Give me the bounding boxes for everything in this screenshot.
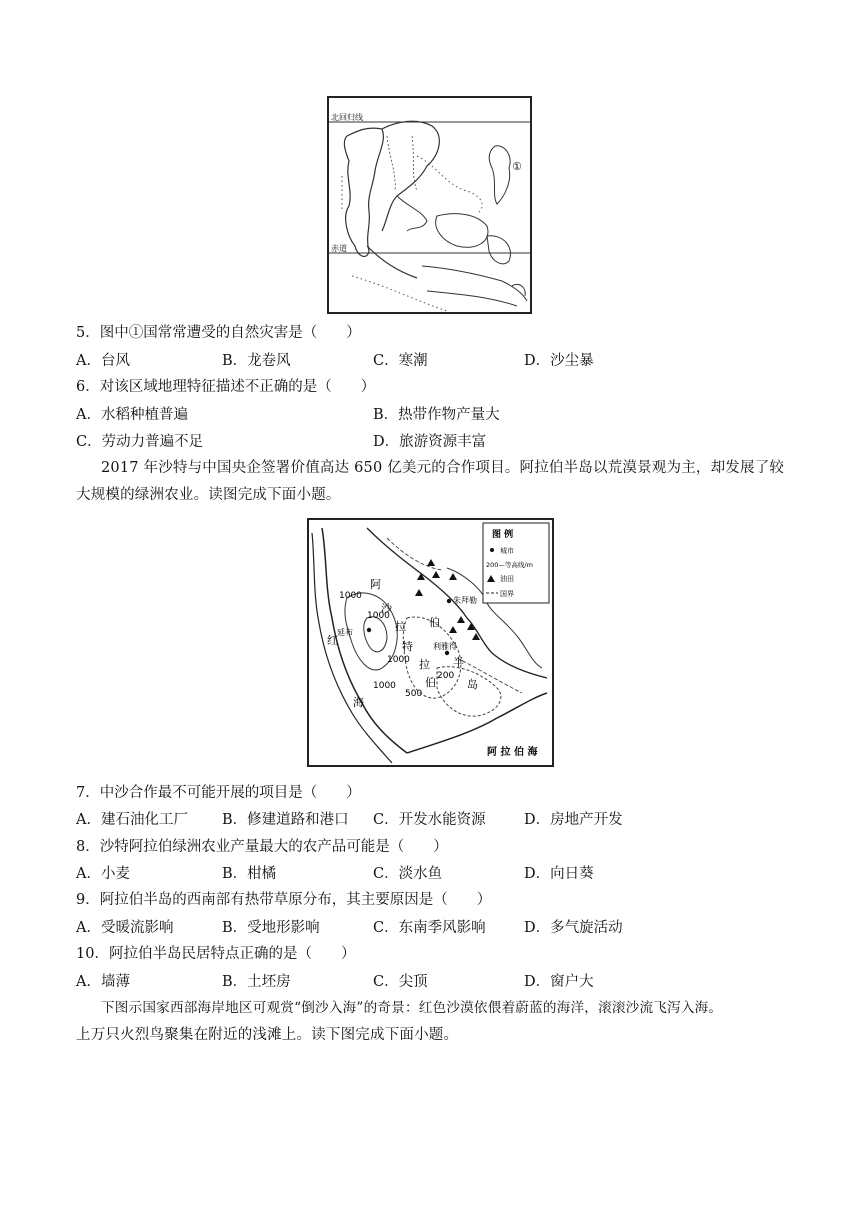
passage-1-line-2: 大规模的绿洲农业。读图完成下面小题。 xyxy=(76,487,341,503)
question-7-stem: 7．中沙合作最不可能开展的项目是（ ） xyxy=(76,785,361,801)
question-7-option-b[interactable]: B．修建道路和港口 xyxy=(222,812,349,828)
question-7-option-c[interactable]: C．开发水能资源 xyxy=(373,812,486,828)
contour-1000-a: 1000 xyxy=(339,591,362,601)
southeast-asia-map xyxy=(327,96,532,314)
label-city2: 延布 xyxy=(337,628,353,637)
label-la: 拉 xyxy=(395,620,406,633)
southeast-asia-map-svg xyxy=(327,96,532,314)
question-9-option-a[interactable]: A．受暖流影响 xyxy=(76,920,174,936)
contour-500: 500 xyxy=(405,689,423,699)
legend-city-icon xyxy=(490,548,494,552)
question-9-option-b[interactable]: B．受地形影响 xyxy=(222,920,320,936)
question-6-option-a[interactable]: A．水稻种植普遍 xyxy=(76,407,188,423)
arabian-peninsula-map-svg xyxy=(307,518,554,767)
label-dao: 岛 xyxy=(467,678,478,691)
question-8-option-d[interactable]: D．向日葵 xyxy=(524,866,594,882)
arabian-peninsula-map xyxy=(307,518,554,767)
question-8-option-b[interactable]: B．柑橘 xyxy=(222,866,277,882)
question-10-option-c[interactable]: C．尖顶 xyxy=(373,974,428,990)
question-9-option-c[interactable]: C．东南季风影响 xyxy=(373,920,486,936)
question-8-option-a[interactable]: A．小麦 xyxy=(76,866,130,882)
label-hong: 红 xyxy=(327,634,338,647)
label-bo2: 伯 xyxy=(425,676,436,689)
question-6-option-b[interactable]: B．热带作物产量大 xyxy=(373,407,500,423)
question-5-option-b[interactable]: B．龙卷风 xyxy=(222,353,291,369)
label-te: 特 xyxy=(402,640,413,653)
label-city3: 利雅得 xyxy=(433,642,457,651)
question-6-option-d[interactable]: D．旅游资源丰富 xyxy=(373,434,487,450)
country-marker: ① xyxy=(512,160,522,173)
legend-title: 图 例 xyxy=(492,530,514,540)
contour-1000-c: 1000 xyxy=(387,655,410,665)
label-hai: 海 xyxy=(353,696,364,709)
label-a: 阿 xyxy=(370,578,381,591)
legend-city: 城市 xyxy=(500,547,514,555)
passage-2-line-2: 上万只火烈鸟聚集在附近的浅滩上。读下图完成下面小题。 xyxy=(76,1027,459,1043)
question-7-option-d[interactable]: D．房地产开发 xyxy=(524,812,623,828)
question-8-stem: 8．沙特阿拉伯绿洲农业产量最大的农产品可能是（ ） xyxy=(76,839,448,855)
legend-oilfield: 油田 xyxy=(500,575,514,583)
question-5-option-c[interactable]: C．寒潮 xyxy=(373,353,428,369)
question-6-stem: 6．对该区域地理特征描述不正确的是（ ） xyxy=(76,379,376,395)
contour-1000-b: 1000 xyxy=(367,611,390,621)
label-sha: 沙 xyxy=(381,602,392,615)
equator-label: 赤道 xyxy=(331,244,347,253)
label-bo: 伯 xyxy=(429,616,440,629)
label-ban: 半 xyxy=(453,656,464,669)
question-8-option-c[interactable]: C．淡水鱼 xyxy=(373,866,443,882)
label-gulf: 阿 拉 伯 海 xyxy=(487,747,538,758)
question-7-option-a[interactable]: A．建石油化工厂 xyxy=(76,812,188,828)
contour-1000-d: 1000 xyxy=(373,681,396,691)
contour-200: 200 xyxy=(437,671,455,681)
label-la2: 拉 xyxy=(419,658,430,671)
passage-2-line-1: 下图示国家西部海岸地区可观赏“倒沙入海”的奇景：红色沙漠依偎着蔚蓝的海洋，滚滚沙流飞泻入海。 xyxy=(101,1000,723,1016)
question-10-option-b[interactable]: B．土坯房 xyxy=(222,974,291,990)
question-10-stem: 10．阿拉伯半岛民居特点正确的是（ ） xyxy=(76,946,356,962)
question-9-stem: 9．阿拉伯半岛的西南部有热带草原分布，其主要原因是（ ） xyxy=(76,892,492,908)
legend-border: 国界 xyxy=(500,590,514,598)
question-6-option-c[interactable]: C．劳动力普遍不足 xyxy=(76,434,204,450)
question-5-option-a[interactable]: A．台风 xyxy=(76,353,130,369)
label-city1: 朱拜勒 xyxy=(453,596,477,605)
question-9-option-d[interactable]: D．多气旋活动 xyxy=(524,920,623,936)
legend-contour: 200—等高线/m xyxy=(486,561,533,569)
question-5-option-d[interactable]: D．沙尘暴 xyxy=(524,353,594,369)
passage-1-line-1: 2017 年沙特与中国央企签署价值高达 650 亿美元的合作项目。阿拉伯半岛以荒漠景观为主，却发展了较 xyxy=(101,460,785,476)
question-10-option-d[interactable]: D．窗户大 xyxy=(524,974,594,990)
tropic-label: 北回归线 xyxy=(331,113,363,122)
question-10-option-a[interactable]: A．墙薄 xyxy=(76,974,130,990)
question-5-stem: 5．图中①国常常遭受的自然灾害是（ ） xyxy=(76,325,361,341)
